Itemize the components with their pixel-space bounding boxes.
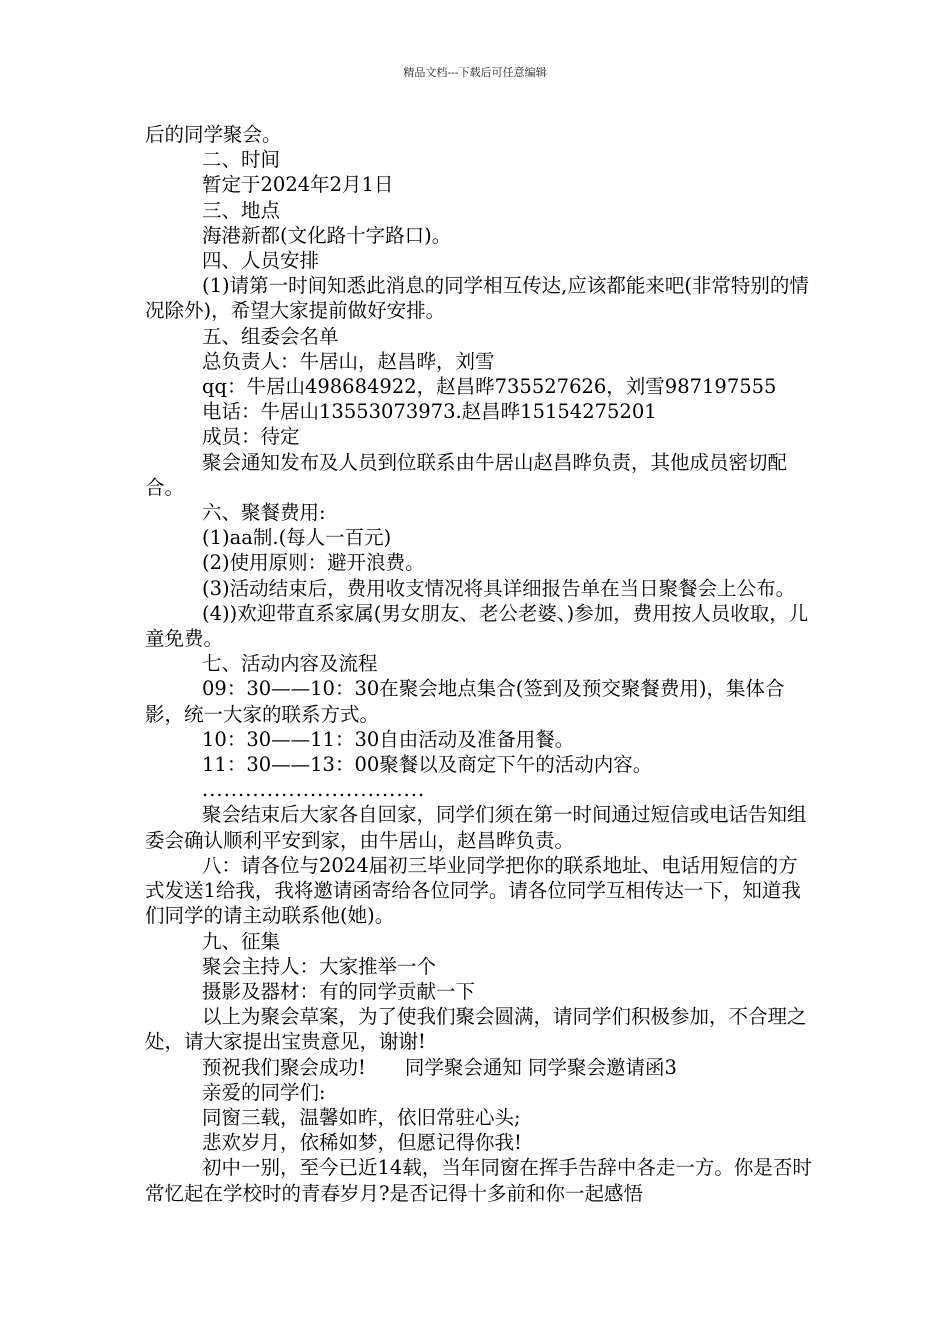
paragraph: 后的同学聚会。	[145, 123, 282, 146]
paragraph: 09：30——10：30在聚会地点集合(签到及预交聚餐费用)，集体合影，统一大家的联系方式。	[145, 677, 785, 726]
paragraph: qq：牛居山498684922，赵昌晔735527626，刘雪987197555	[202, 375, 777, 399]
paragraph: 暂定于2024年2月1日	[202, 173, 394, 197]
paragraph: (4))欢迎带直系家属(男女朋友、老公老婆、)参加，费用按人员收取，儿童免费。	[145, 601, 809, 651]
paragraph: 八：请各位与2024届初三毕业同学把你的联系地址、电话用短信的方式发送1给我，我将邀请函寄给各位同学。请各位同学互相传达一下，知道我们同学的请主动联系他(她)。	[145, 853, 801, 928]
paragraph: 悲欢岁月，依稀如梦，但愿记得你我!	[202, 1131, 522, 1155]
paragraph: 聚会通知发布及人员到位联系由牛居山赵昌晔负责，其他成员密切配合。	[145, 450, 788, 499]
paragraph: 摄影及器材：有的同学贡献一下	[202, 979, 476, 1003]
section-heading-staff: 四、人员安排	[202, 249, 320, 273]
section-heading-committee: 五、组委会名单	[202, 324, 339, 348]
paragraph: 总负责人：牛居山，赵昌晔，刘雪	[202, 349, 495, 373]
section-heading-time: 二、时间	[202, 148, 281, 172]
paragraph: 初中一别，至今已近14载，当年同窗在挥手告辞中各走一方。你是否时常忆起在学校时的青春岁月?是否记得十多前和你一起感悟	[145, 1156, 812, 1205]
paragraph: 预祝我们聚会成功! 同学聚会通知 同学聚会邀请函3	[202, 1055, 677, 1079]
section-heading-collect: 九、征集	[202, 929, 281, 953]
paragraph: 同窗三载，温馨如昨，依旧常驻心头;	[202, 1105, 521, 1129]
paragraph: (1)aa制.(每人一百元)	[202, 526, 392, 550]
paragraph: 以上为聚会草案，为了使我们聚会圆满，请同学们积极参加，不合理之处，请大家提出宝贵意见，谢谢!	[145, 1005, 807, 1054]
page-header: 精品文档---下载后可任意编辑	[403, 66, 547, 79]
paragraph: 聚会主持人：大家推举一个	[202, 954, 437, 978]
section-heading-location: 三、地点	[202, 198, 281, 222]
paragraph: 成员：待定	[202, 425, 300, 449]
dotted-separator: ...............................	[202, 778, 426, 802]
paragraph: 亲爱的同学们:	[202, 1080, 326, 1104]
paragraph: 11：30——13：00聚餐以及商定下午的活动内容。	[202, 753, 653, 777]
paragraph: (2)使用原则：避开浪费。	[202, 551, 425, 575]
paragraph: 10：30——11：30自由活动及准备用餐。	[202, 727, 575, 751]
section-heading-cost: 六、聚餐费用:	[202, 501, 326, 525]
section-heading-schedule: 七、活动内容及流程	[202, 652, 378, 676]
paragraph: 电话：牛居山13553073973.赵昌晔15154275201	[202, 400, 657, 424]
paragraph: (1)请第一时间知悉此消息的同学相互传达,应该都能来吧(非常特别的情况除外)，希望大家提前做好安排。	[145, 274, 809, 323]
document-body	[145, 122, 815, 1206]
paragraph: (3)活动结束后，费用收支情况将具详细报告单在当日聚餐会上公布。	[202, 576, 796, 600]
paragraph: 聚会结束后大家各自回家，同学们须在第一时间通过短信或电话告知组委会确认顺利平安到家，由牛居山，赵昌晔负责。	[145, 803, 807, 852]
paragraph: 海港新都(文化路十字路口)。	[202, 223, 452, 247]
